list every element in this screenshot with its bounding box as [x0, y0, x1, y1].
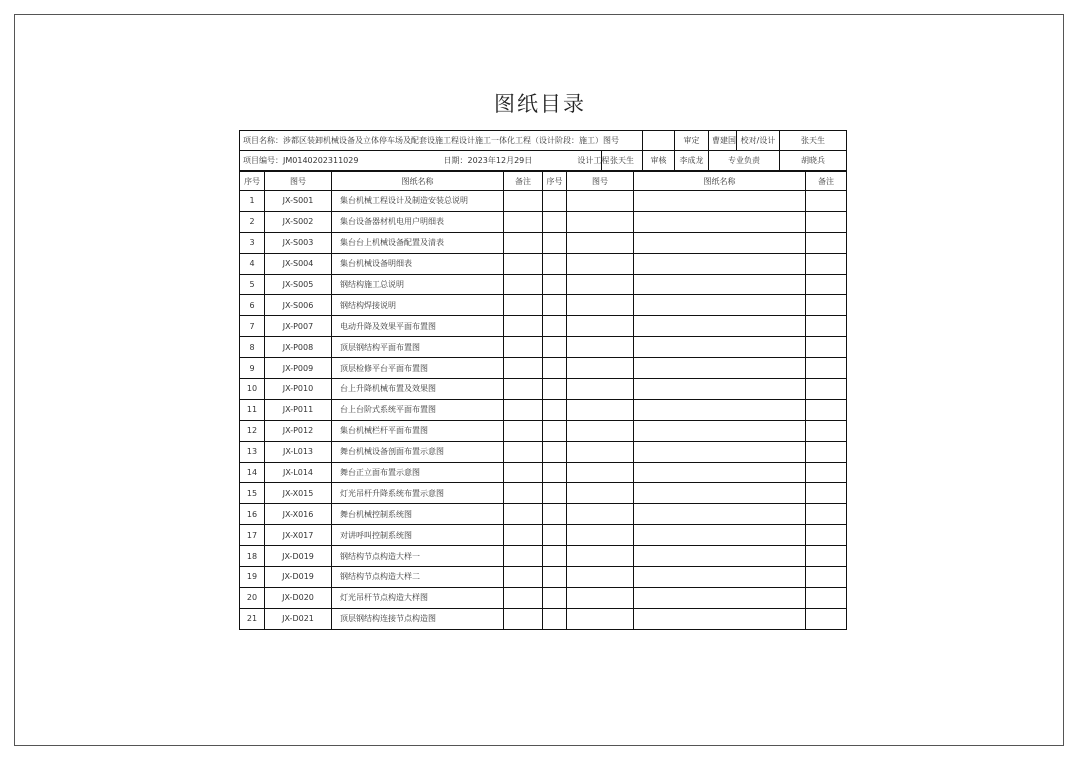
audit-name: 李成龙 — [675, 151, 709, 171]
title-block-row-2 — [240, 151, 847, 171]
col-no-2: 序号 — [543, 172, 567, 191]
col-name-2: 图纸名称 — [634, 172, 806, 191]
row-no: 8 — [240, 337, 265, 358]
row-note-2 — [806, 232, 847, 253]
row-code: JX-P011 — [265, 399, 332, 420]
row-no-2 — [543, 337, 567, 358]
row-code: JX-P007 — [265, 316, 332, 337]
specialty-label: 专业负责 — [709, 151, 780, 171]
row-no: 17 — [240, 525, 265, 546]
row-code: JX-S006 — [265, 295, 332, 316]
row-name-2 — [634, 546, 806, 567]
row-note — [504, 191, 543, 212]
row-no-2 — [543, 441, 567, 462]
row-name-2 — [634, 483, 806, 504]
row-code: JX-D021 — [265, 608, 332, 629]
row-note — [504, 441, 543, 462]
row-note — [504, 483, 543, 504]
row-note — [504, 337, 543, 358]
row-name-2 — [634, 567, 806, 588]
project-name: 项目名称：涉都区装卸机械设备及立体停车场及配套设施工程设计施工一体化工程（设计阶段：施工）图号 — [240, 131, 643, 151]
col-code-2: 图号 — [567, 172, 634, 191]
table-row — [240, 232, 847, 253]
row-name: 钢结构节点构造大样二 — [332, 567, 504, 588]
table-body — [240, 191, 847, 630]
row-name: 台上台阶式系统平面布置图 — [332, 399, 504, 420]
drawing-list-table — [239, 171, 847, 630]
row-note — [504, 567, 543, 588]
audit-label: 审核 — [643, 151, 675, 171]
design-label: 设计工程 — [577, 156, 610, 165]
row-code: JX-P008 — [265, 337, 332, 358]
col-name: 图纸名称 — [332, 172, 504, 191]
row-code-2 — [567, 337, 634, 358]
row-code-2 — [567, 232, 634, 253]
row-no-2 — [543, 420, 567, 441]
check-label: 校对/设计 — [737, 131, 780, 151]
row-no: 15 — [240, 483, 265, 504]
row-name-2 — [634, 316, 806, 337]
row-code-2 — [567, 358, 634, 379]
row-name: 电动升降及效果平面布置图 — [332, 316, 504, 337]
row-code-2 — [567, 483, 634, 504]
row-note-2 — [806, 462, 847, 483]
col-note: 备注 — [504, 172, 543, 191]
row-note-2 — [806, 483, 847, 504]
row-code-2 — [567, 316, 634, 337]
row-code-2 — [567, 379, 634, 400]
page-title: 图纸目录 — [494, 92, 586, 116]
row-note-2 — [806, 608, 847, 629]
row-no-2 — [543, 211, 567, 232]
row-note-2 — [806, 358, 847, 379]
row-code: JX-S003 — [265, 232, 332, 253]
title-block-row-1 — [240, 131, 847, 151]
row-no: 18 — [240, 546, 265, 567]
row-name-2 — [634, 462, 806, 483]
row-no-2 — [543, 462, 567, 483]
row-note — [504, 546, 543, 567]
row-note-2 — [806, 295, 847, 316]
row-no-2 — [543, 504, 567, 525]
table-row — [240, 379, 847, 400]
row-no: 6 — [240, 295, 265, 316]
row-note-2 — [806, 191, 847, 212]
row-no-2 — [543, 191, 567, 212]
row-no: 10 — [240, 379, 265, 400]
row-note — [504, 504, 543, 525]
table-row — [240, 211, 847, 232]
row-no: 16 — [240, 504, 265, 525]
table-row — [240, 567, 847, 588]
row-code: JX-D019 — [265, 567, 332, 588]
row-name-2 — [634, 525, 806, 546]
table-row — [240, 253, 847, 274]
row-code: JX-S004 — [265, 253, 332, 274]
row-note-2 — [806, 420, 847, 441]
row-code: JX-D020 — [265, 587, 332, 608]
row-name-2 — [634, 399, 806, 420]
row-code-2 — [567, 295, 634, 316]
project-info — [240, 151, 610, 171]
row-code: JX-S005 — [265, 274, 332, 295]
row-code-2 — [567, 462, 634, 483]
table-row — [240, 358, 847, 379]
row-name-2 — [634, 191, 806, 212]
col-no: 序号 — [240, 172, 265, 191]
row-name: 钢结构施工总说明 — [332, 274, 504, 295]
row-code: JX-D019 — [265, 546, 332, 567]
row-note — [504, 587, 543, 608]
row-name-2 — [634, 295, 806, 316]
row-name: 舞台机械控制系统图 — [332, 504, 504, 525]
row-note-2 — [806, 253, 847, 274]
row-name: 顶层钢结构平面布置图 — [332, 337, 504, 358]
row-no-2 — [543, 358, 567, 379]
row-note-2 — [806, 337, 847, 358]
row-name: 集台设备器材机电用户明细表 — [332, 211, 504, 232]
row-note — [504, 316, 543, 337]
row-note — [504, 211, 543, 232]
review-name: 曹建国 — [709, 131, 737, 151]
row-name-2 — [634, 441, 806, 462]
row-no-2 — [543, 546, 567, 567]
table-header-row — [240, 172, 847, 191]
row-no: 11 — [240, 399, 265, 420]
row-note — [504, 232, 543, 253]
table-row — [240, 399, 847, 420]
row-name-2 — [634, 253, 806, 274]
row-note-2 — [806, 567, 847, 588]
table-row — [240, 608, 847, 629]
row-note — [504, 525, 543, 546]
table-row — [240, 587, 847, 608]
row-no-2 — [543, 525, 567, 546]
row-note-2 — [806, 441, 847, 462]
table-row — [240, 295, 847, 316]
row-name: 舞台正立面布置示意图 — [332, 462, 504, 483]
table-row — [240, 462, 847, 483]
row-name: 台上升降机械布置及效果图 — [332, 379, 504, 400]
table-row — [240, 191, 847, 212]
row-no-2 — [543, 483, 567, 504]
row-note-2 — [806, 274, 847, 295]
row-name: 顶层检修平台平面布置图 — [332, 358, 504, 379]
row-code-2 — [567, 211, 634, 232]
table-row — [240, 337, 847, 358]
row-code: JX-S001 — [265, 191, 332, 212]
row-note-2 — [806, 399, 847, 420]
row-name-2 — [634, 504, 806, 525]
table-row — [240, 420, 847, 441]
row-no: 12 — [240, 420, 265, 441]
table-row — [240, 441, 847, 462]
row-note — [504, 253, 543, 274]
row-code: JX-P010 — [265, 379, 332, 400]
row-no: 3 — [240, 232, 265, 253]
row-name: 顶层钢结构连接节点构造图 — [332, 608, 504, 629]
row-no: 9 — [240, 358, 265, 379]
project-number: 项目编号：JM0140202311029 — [243, 156, 359, 165]
row-code: JX-X017 — [265, 525, 332, 546]
row-no: 21 — [240, 608, 265, 629]
check-name: 张天生 — [780, 131, 847, 151]
row-code: JX-L014 — [265, 462, 332, 483]
row-code-2 — [567, 399, 634, 420]
row-note — [504, 358, 543, 379]
row-no-2 — [543, 587, 567, 608]
row-code-2 — [567, 441, 634, 462]
project-date: 日期：2023年12月29日 — [443, 156, 533, 165]
row-note — [504, 379, 543, 400]
row-name: 集台机械工程设计及制造安装总说明 — [332, 191, 504, 212]
row-name: 钢结构焊接说明 — [332, 295, 504, 316]
table-row — [240, 504, 847, 525]
row-code: JX-S002 — [265, 211, 332, 232]
design-name: 张天生 — [602, 151, 643, 171]
row-name-2 — [634, 211, 806, 232]
row-no: 7 — [240, 316, 265, 337]
row-code: JX-X016 — [265, 504, 332, 525]
row-note-2 — [806, 525, 847, 546]
row-no: 4 — [240, 253, 265, 274]
row-code: JX-X015 — [265, 483, 332, 504]
row-code: JX-P012 — [265, 420, 332, 441]
row-name: 灯光吊杆升降系统布置示意图 — [332, 483, 504, 504]
row-name: 钢结构节点构造大样一 — [332, 546, 504, 567]
row-name: 集台机械设备明细表 — [332, 253, 504, 274]
row-code-2 — [567, 274, 634, 295]
row-code-2 — [567, 504, 634, 525]
row-note — [504, 462, 543, 483]
row-no-2 — [543, 253, 567, 274]
row-name-2 — [634, 232, 806, 253]
row-no-2 — [543, 316, 567, 337]
row-no-2 — [543, 399, 567, 420]
row-name-2 — [634, 608, 806, 629]
row-no-2 — [543, 295, 567, 316]
row-code-2 — [567, 567, 634, 588]
review-label: 审定 — [675, 131, 709, 151]
row-no-2 — [543, 608, 567, 629]
row-name: 灯光吊杆节点构造大样图 — [332, 587, 504, 608]
row-no: 14 — [240, 462, 265, 483]
row-code-2 — [567, 587, 634, 608]
row-name-2 — [634, 420, 806, 441]
row-name-2 — [634, 587, 806, 608]
col-code: 图号 — [265, 172, 332, 191]
row-code-2 — [567, 253, 634, 274]
table-row — [240, 274, 847, 295]
blank-cell — [643, 131, 675, 151]
col-note-2: 备注 — [806, 172, 847, 191]
row-no-2 — [543, 567, 567, 588]
row-name-2 — [634, 358, 806, 379]
row-no: 5 — [240, 274, 265, 295]
row-name: 集台台上机械设备配置及清表 — [332, 232, 504, 253]
table-row — [240, 316, 847, 337]
row-note — [504, 420, 543, 441]
row-no-2 — [543, 232, 567, 253]
row-note — [504, 608, 543, 629]
row-note-2 — [806, 546, 847, 567]
table-row — [240, 525, 847, 546]
row-name: 舞台机械设备剖面布置示意图 — [332, 441, 504, 462]
row-code: JX-L013 — [265, 441, 332, 462]
row-code-2 — [567, 420, 634, 441]
row-note-2 — [806, 504, 847, 525]
row-note-2 — [806, 587, 847, 608]
row-code: JX-P009 — [265, 358, 332, 379]
specialty-name: 胡晓兵 — [780, 151, 847, 171]
row-code-2 — [567, 608, 634, 629]
table-row — [240, 483, 847, 504]
title-block — [239, 130, 847, 171]
row-note-2 — [806, 379, 847, 400]
row-name-2 — [634, 379, 806, 400]
row-note — [504, 274, 543, 295]
row-no-2 — [543, 274, 567, 295]
row-code-2 — [567, 525, 634, 546]
row-no: 19 — [240, 567, 265, 588]
row-note-2 — [806, 316, 847, 337]
row-no: 20 — [240, 587, 265, 608]
row-no: 13 — [240, 441, 265, 462]
row-note — [504, 295, 543, 316]
row-note-2 — [806, 211, 847, 232]
row-name: 集台机械栏杆平面布置图 — [332, 420, 504, 441]
row-no: 1 — [240, 191, 265, 212]
row-no: 2 — [240, 211, 265, 232]
row-no-2 — [543, 379, 567, 400]
row-name-2 — [634, 274, 806, 295]
row-code-2 — [567, 191, 634, 212]
row-name-2 — [634, 337, 806, 358]
table-row — [240, 546, 847, 567]
row-name: 对讲呼叫控制系统图 — [332, 525, 504, 546]
row-code-2 — [567, 546, 634, 567]
row-note — [504, 399, 543, 420]
